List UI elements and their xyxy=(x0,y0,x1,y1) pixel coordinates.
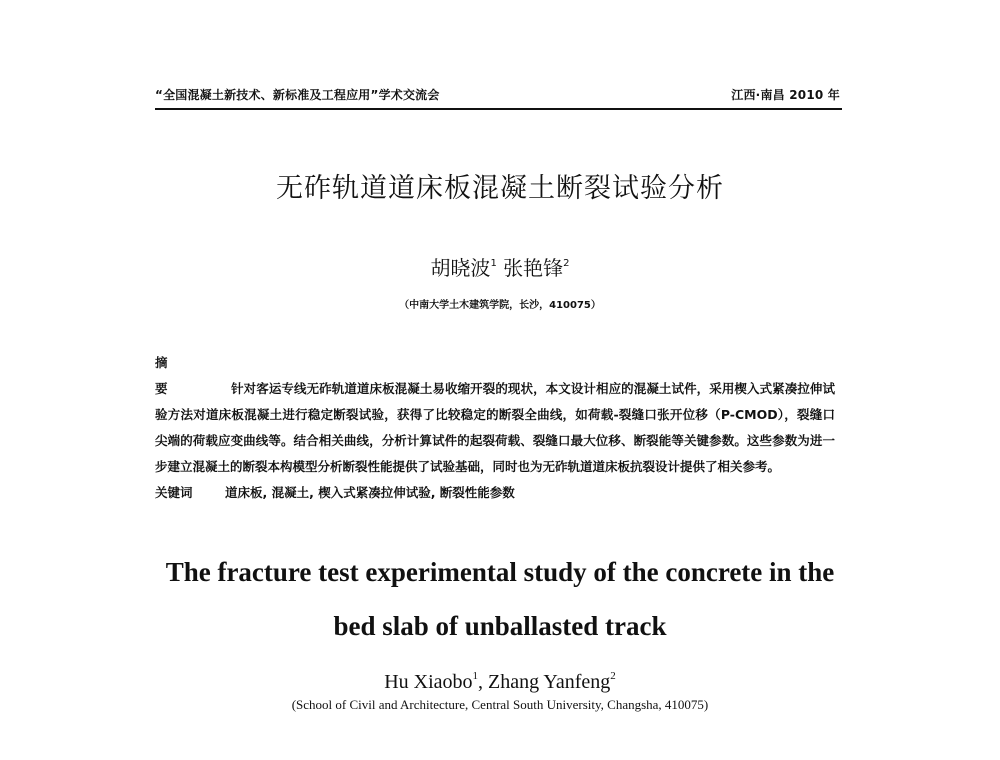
abstract-label: 摘 要 xyxy=(155,355,182,396)
author-separator: , xyxy=(478,671,489,693)
author-mark: 1 xyxy=(472,670,479,682)
author-name: 胡晓波 xyxy=(430,256,491,280)
author-mark: 1 xyxy=(490,258,497,269)
cropped-text-line xyxy=(200,752,820,760)
author-name: 张艳锋 xyxy=(503,256,564,280)
english-affiliation: (School of Civil and Architecture, Central South University, Changsha, 410075) xyxy=(291,697,709,712)
chinese-title: 无砟轨道道床板混凝土断裂试验分析 xyxy=(276,173,724,204)
keywords-text: 道床板, 混凝土, 楔入式紧凑拉伸试验, 断裂性能参数 xyxy=(225,485,515,500)
chinese-authors xyxy=(0,252,1000,281)
location-year: 江西·南昌 2010 年 xyxy=(731,88,840,102)
abstract-text: 针对客运专线无砟轨道道床板混凝土易收缩开裂的现状，本文设计相应的混凝土试件，采用楔入式紧凑拉伸试验方法对道床板混凝土进行稳定断裂试验，获得了比较稳定的断裂全曲线，如荷载-裂缝口张开位移（P-CMOD），裂缝口尖端的荷载应变曲线等。结合相关曲线，分析计算试件的起裂荷载、裂缝口最大位移、断裂能等关键参数。这些参数为进一步建立混凝土的断裂本构模型分析断裂性能提供了试验基础，同时也为无砟轨道道床板抗裂设计提供了相关参考。 xyxy=(155,381,835,474)
chinese-affiliation: （中南大学土木建筑学院，长沙，410075） xyxy=(399,300,601,311)
conference-name: “全国混凝土新技术、新标准及工程应用”学术交流会 xyxy=(155,88,440,102)
author-name: Zhang Yanfeng xyxy=(488,671,611,693)
chinese-keywords xyxy=(155,480,835,506)
english-authors xyxy=(0,670,1000,694)
english-title-line-1: The fracture test experimental study of the concrete in the xyxy=(165,557,835,587)
author-name: Hu Xiaobo xyxy=(384,671,473,693)
author-mark: 2 xyxy=(563,258,570,269)
running-header xyxy=(155,86,840,106)
header-rule xyxy=(155,108,842,110)
chinese-abstract xyxy=(155,350,835,480)
keywords-label: 关键词 xyxy=(155,485,193,500)
english-title-line-2: bed slab of unballasted track xyxy=(333,611,667,641)
author-mark: 2 xyxy=(610,670,616,682)
english-title xyxy=(0,545,1000,653)
